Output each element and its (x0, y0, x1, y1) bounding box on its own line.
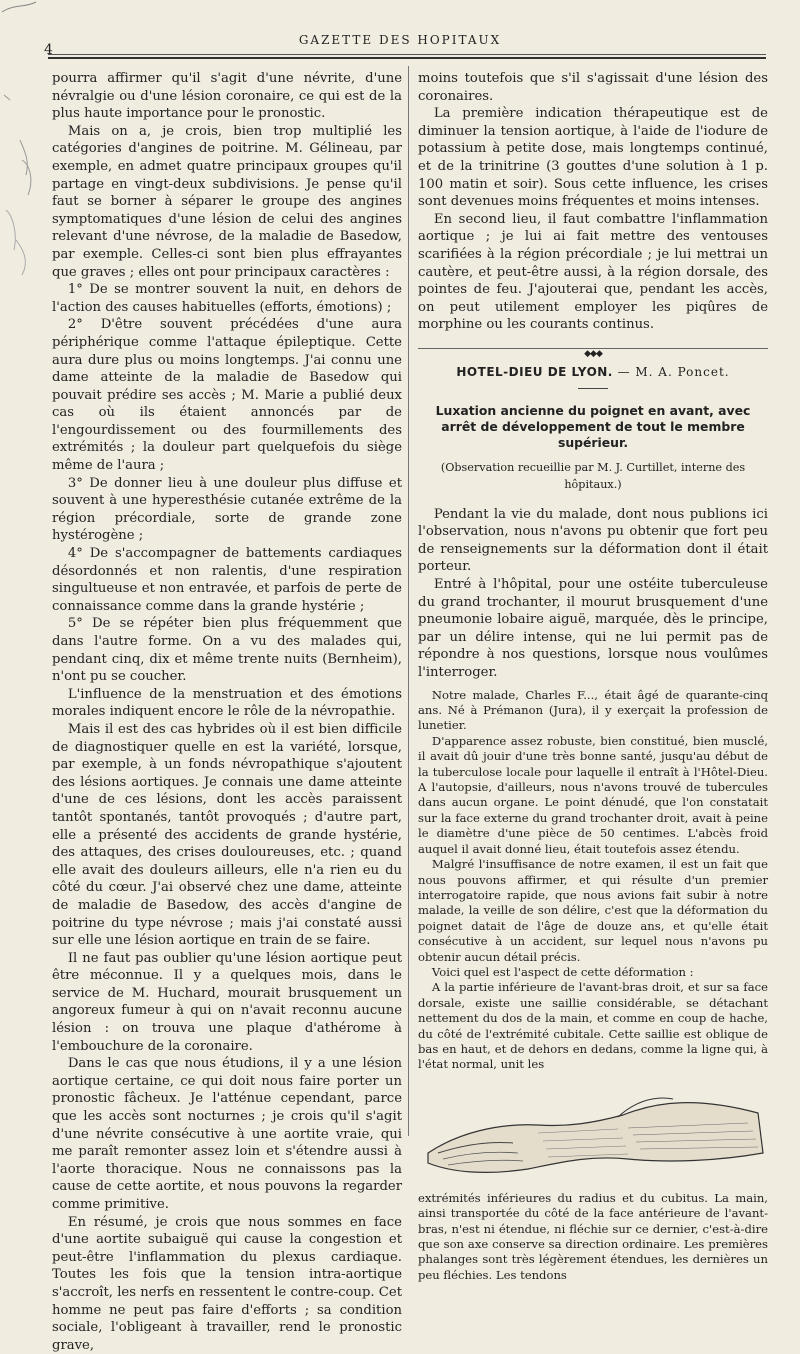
separator-ornament: ◆◆◆ (580, 350, 606, 358)
margin-pencil-marks (0, 0, 42, 1145)
header-rule-thick (48, 57, 766, 59)
paragraph: 5° De se répéter bien plus fréquemment que dans l'autre forme. On a vu des malades qui, pendant cinq, dix et même trente nuits (Bernheim), n'ont pu se coucher. (52, 616, 402, 685)
paragraph: 4° De s'accompagner de battements cardiaques désordonnés et non ralentis, d'une respiration singultueuse et non entravée, et parfois de perte de connaissance comme dans la grande hystérie ; (52, 546, 402, 614)
paragraph: extrémités inférieures du radius et du cubitus. La main, ainsi transportée du côté de la face antérieure de l'avant-bras, n'est ni étendue, ni fléchie sur ce dernier, c'est-à-dire que son axe conserve sa direction ordinaire. Les premières phalanges sont très légèrement étendues, les dernières un peu fléchies. Les tendons (418, 1190, 768, 1282)
right-column (418, 70, 768, 1283)
paragraph: La première indication thérapeutique est de diminuer la tension aortique, à l'aide de l'iodure de potassium à petite dose, mais longtemps continué, et de la trinitrine (3 gouttes d'une solution à 1 p. 100 matin et soir). Sous cette influence, les crises sont devenues moins fréquentes et moins intenses. (418, 106, 768, 210)
column-divider (408, 66, 409, 1136)
article-title: Luxation ancienne du poignet en avant, avec arrêt de développement de tout le membre supérieur. (435, 402, 751, 450)
paragraph: D'apparence assez robuste, bien constitué, bien musclé, il avait dû jouir d'une très bonne santé, jusqu'au début de la tuberculose locale pour laquelle il entraît à l'Hôtel-Dieu. A l'autopsie, d'ailleurs, nous n'avons trouvé de tubercules dans aucun organe. Le point dénudé, que l'on constatait sur la face externe du grand trochanter droit, avait à peine le diamètre d'une pièce de 50 centimes. L'abcès froid auquel il avait donné lieu, était toutefois assez étendu. (418, 733, 768, 856)
paragraph: Notre malade, Charles F..., était âgé de quarante-cinq ans. Né à Prémanon (Jura), il y exerçait la profession de lunetier. (418, 687, 768, 733)
wrist-deformity-illustration (418, 1083, 768, 1183)
forearm-hand-engraving (418, 1083, 768, 1183)
paragraph: Voici quel est l'aspect de cette déformation : (431, 964, 694, 979)
paragraph: Pendant la vie du malade, dont nous publions ici l'observation, nous n'avons pu obtenir que fort peu de renseignements sur la déformation dont il était porteur. (418, 506, 768, 575)
short-rule (578, 388, 608, 389)
paragraph: 1° De se montrer souvent la nuit, en dehors de l'action des causes habituelles (efforts, émotions) ; (52, 282, 402, 315)
paragraph: moins toutefois que s'il s'agissait d'une lésion des coronaires. (418, 71, 768, 104)
paragraph: En résumé, je crois que nous sommes en face d'une aortite subaiguë qui cause la congestion et peut-être l'inflammation du plexus cardiaque. Toutes les fois que la tension intra-aortique s'accroît, les nerfs en ressentent le contre-coup. Cet homme ne peut pas faire d'efforts ; sa condition sociale, l'obligeant à travailler, rend le pronostic grave, (52, 1214, 402, 1353)
paragraph: 2° D'être souvent précédées d'une aura périphérique comme l'attaque épileptique. Cette aura dure plus ou moins longtemps. J'ai connu une dame atteinte de la maladie de Basedow qui pouvait prédire ses accès ; M. Marie a publié deux cas où ils étaient annoncés par de l'engourdissement ou des fourmillements des extrémités ; la douleur part quelquefois du siège même de l'aura ; (52, 317, 402, 474)
paragraph: Dans le cas que nous étudions, il y a une lésion aortique certaine, ce qui doit nous faire porter un pronostic fâcheux. Je l'atténue cependant, parce que les accès sont nocturnes ; je crois qu'il s'agit d'une névrite consécutive à une aortite vraie, qui me paraît remonter assez loin et s'étendre aussi à l'aorte thoracique. Nous ne connaissons pas la cause de cette aortite, et nous pouvons la regarder comme primitive. (52, 1056, 402, 1212)
section-heading (418, 364, 768, 382)
header-rule (48, 54, 766, 55)
paragraph: pourra affirmer qu'il s'agit d'une névrite, d'une névralgie ou d'une lésion coronaire, ce qui est de la plus haute importance pour le pronostic. (52, 71, 402, 122)
left-column (52, 70, 402, 1354)
section-heading-author: — M. A. Poncet. (617, 364, 730, 379)
paragraph: Mais il est des cas hybrides où il est bien difficile de diagnostiquer quelle en est la variété, lorsque, par exemple, à un fonds névropathique s'ajoutent des lésions aortiques. Je connais une dame atteinte d'une de ces lésions, dont les accès paraissent tantôt spontanés, tantôt provoqués ; d'autre part, elle a présenté des accidents de grande hystérie, des attaques, des crises douloureuses, etc. ; quand elle avait des douleurs ailleurs, elle n'a rien eu du côté du cœur. J'ai observé chez une dame, atteinte de maladie de Basedow, des accès d'angine de poitrine du type névrose ; mais j'ai constaté aussi sur elle une lésion aortique en train de se faire. (52, 721, 402, 949)
running-head: GAZETTE DES HOPITAUX (298, 33, 502, 47)
paragraph: A la partie inférieure de l'avant-bras droit, et sur sa face dorsale, existe une saillie considérable, se détachant nettement du dos de la main, et comme en coup de hache, du côté de l'extrémité cubitale. Cette saillie est oblique de bas en haut, et de dehors en dedans, comme la ligne qui, à l'état normal, unit les (418, 980, 768, 1072)
paragraph: Il ne faut pas oublier qu'une lésion aortique peut être méconnue. Il y a quelques mois, dans le service de M. Huchard, mourait brusquement un angoreux fumeur à qui on n'avait reconnu aucune lésion : on trouva une plaque d'athérome à l'embouchure de la coronaire. (52, 950, 402, 1054)
paragraph: Mais on a, je crois, bien trop multiplié les catégories d'angines de poitrine. M. Gélineau, par exemple, en admet quatre principaux groupes qu'il partage en vingt-deux subdivisions. Je pense qu'il faut se borner à séparer le groupe des angines symptomatiques d'une lésion de celui des angines relevant d'une névrose, de la maladie de Basedow, par exemple. Celles-ci sont bien plus effrayantes que graves ; elles ont pour principaux caractères : (52, 123, 402, 280)
paragraph: L'influence de la menstruation et des émotions morales indiquent encore le rôle de la névropathie. (52, 686, 402, 720)
case-details (418, 688, 768, 1284)
paragraph: 3° De donner lieu à une douleur plus diffuse et souvent à une hyperesthésie cutanée extrême de la région précordiale, sorte de grande zone hystérogène ; (52, 475, 402, 544)
section-separator (418, 344, 768, 359)
section-heading-title: HOTEL-DIEU DE LYON. (456, 364, 613, 379)
observation-note: (Observation recueillie par M. J. Curtillet, interne des hôpitaux.) (440, 460, 746, 492)
paragraph: Entré à l'hôpital, pour une ostéite tuberculeuse du grand trochanter, il mourut brusquement d'une pneumonie lobaire aiguë, marquée, dès le principe, par un délire intense, qui ne lui permit pas de répondre à nos questions, lorsque nous voulûmes l'interroger. (418, 577, 768, 681)
paragraph: Malgré l'insuffisance de notre examen, il est un fait que nous pouvons affirmer, et qui résulte d'un premier interrogatoire rapide, que nous avions fait subir à notre malade, la veille de son délire, c'est que la déformation du poignet datait de l'âge de douze ans, et qu'elle était consécutive à un accident, sur lequel nous n'avons pu obtenir aucun détail précis. (418, 857, 768, 964)
paragraph: En second lieu, il faut combattre l'inflammation aortique ; je lui ai fait mettre des ventouses scarifiées à la région précordiale ; je lui mettrai un cautère, et peut-être aussi, à la région dorsale, des pointes de feu. J'ajouterai que, pendant les accès, on peut utilement employer les piqûres de morphine ou les courants continus. (418, 211, 768, 333)
page-number: 4 (44, 42, 53, 58)
